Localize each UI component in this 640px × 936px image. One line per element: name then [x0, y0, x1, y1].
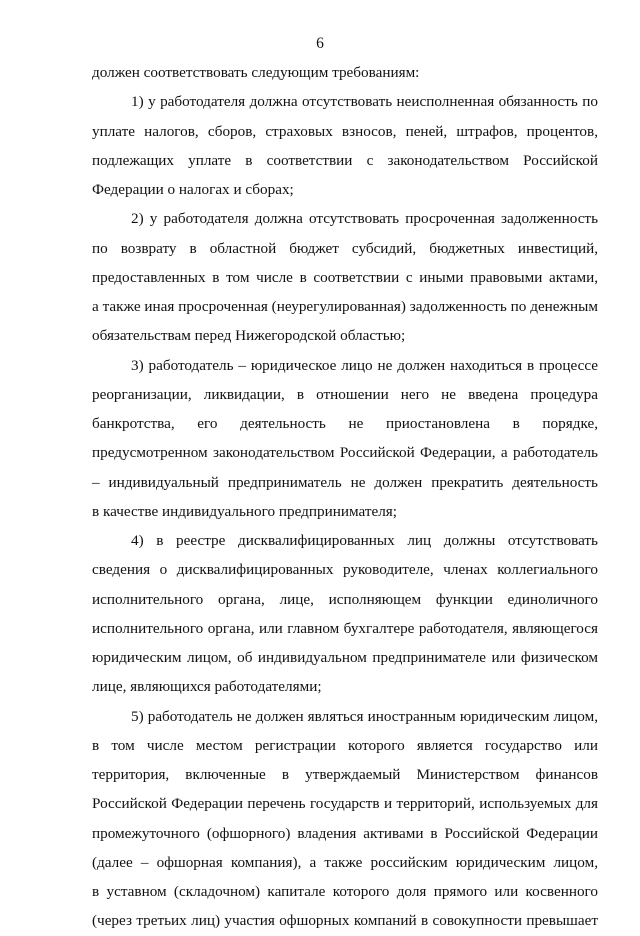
text-line: исполнительного органа, лице, исполняющем функции единоличного — [92, 590, 598, 608]
text-line: по возврату в областной бюджет субсидий, бюджетных инвестиций, — [92, 239, 598, 257]
text-line: (далее – офшорная компания), а также российским юридическим лицом, — [92, 853, 598, 871]
text-line: обязательствам перед Нижегородской областью; — [92, 327, 406, 345]
paragraph — [92, 526, 598, 702]
text-line: банкротства, его деятельность не приостановлена в порядке, — [92, 415, 598, 432]
paragraph — [92, 87, 598, 204]
text-line: лице, являющихся работодателями; — [92, 678, 322, 696]
text-line: 2) у работодателя должна отсутствовать просроченная задолженность — [131, 210, 598, 228]
paragraph — [92, 58, 598, 87]
text-line: предусмотренном законодательством Российской Федерации, а работодатель — [92, 444, 598, 462]
paragraph — [92, 204, 598, 350]
text-line: исполнительного органа, или главном бухгалтере работодателя, являющегося — [92, 619, 598, 637]
text-line: Российской Федерации перечень государств и территорий, используемых для — [92, 795, 598, 813]
text-line: 5) работодатель не должен являться иностранным юридическим лицом, — [131, 707, 598, 725]
text-line: (через третьих лиц) участия офшорных компаний в совокупности превышает — [92, 912, 598, 930]
page-number: 6 — [316, 35, 324, 52]
text-line: юридическим лицом, об индивидуальном предпринимателе или физическом — [92, 649, 598, 666]
text-line: промежуточного (офшорного) владения активами в Российской Федерации — [92, 824, 598, 842]
paragraph — [92, 351, 598, 527]
text-line: 4) в реестре дисквалифицированных лиц должны отсутствовать — [131, 532, 598, 549]
text-line: – индивидуальный предприниматель не должен прекратить деятельность — [92, 473, 598, 491]
text-line: Федерации о налогах и сборах; — [92, 181, 294, 198]
text-line: в том числе местом регистрации которого является государство или — [92, 736, 598, 754]
text-line: реорганизации, ликвидации, в отношении него не введена процедура — [92, 385, 598, 403]
text-line: 3) работодатель – юридическое лицо не должен находиться в процессе — [131, 356, 598, 374]
text-line: уплате налогов, сборов, страховых взносов, пеней, штрафов, процентов, — [92, 122, 598, 140]
text-line: 1) у работодателя должна отсутствовать неисполненная обязанность по — [131, 93, 598, 111]
document-body — [92, 58, 598, 936]
text-line: в уставном (складочном) капитале которого доля прямого или косвенного — [92, 883, 598, 900]
text-line: подлежащих уплате в соответствии с законодательством Российской — [92, 151, 598, 169]
text-line: должен соответствовать следующим требованиям: — [92, 64, 420, 81]
text-line: сведения о дисквалифицированных руководителе, членах коллегиального — [92, 561, 598, 579]
text-line: в качестве индивидуального предпринимателя; — [92, 502, 397, 520]
paragraph — [92, 702, 598, 936]
text-line: предоставленных в том числе в соответствии с иными правовыми актами, — [92, 268, 598, 286]
text-line: территория, включенные в утверждаемый Министерством финансов — [92, 766, 598, 783]
text-line: а также иная просроченная (неурегулированная) задолженность по денежным — [92, 298, 598, 315]
